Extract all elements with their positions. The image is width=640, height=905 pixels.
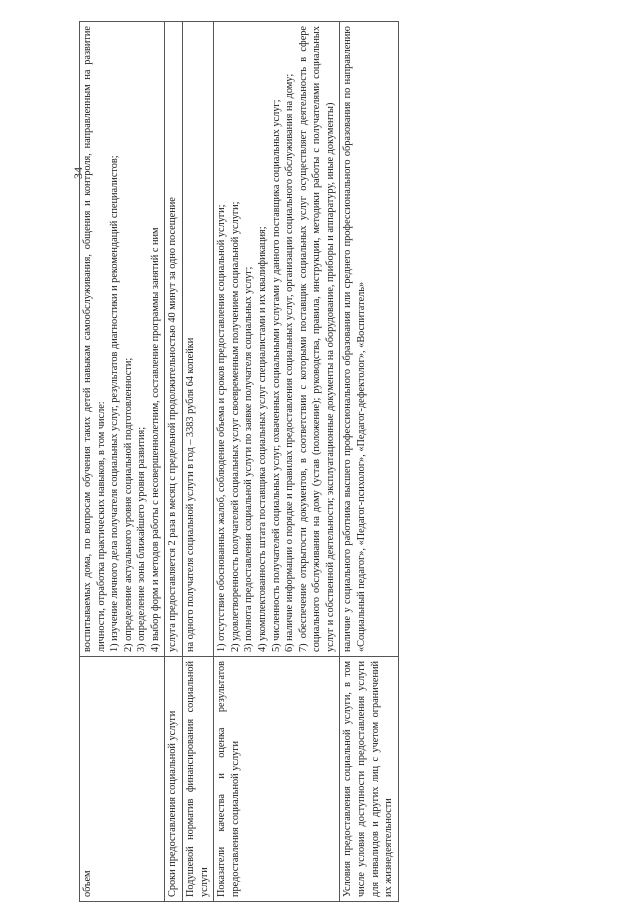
value-line: 4) укомплектованность штата поставщика социальных услуг специалистами и их квалификация; — [256, 226, 268, 652]
value-line: 1) отсутствие обоснованных жалоб, соблюдение объема и сроков предоставления социальной услуги; — [216, 204, 228, 652]
row-value — [183, 22, 214, 657]
table-row — [165, 22, 183, 902]
value-line: 5) численность получателей социальных услуг, охваченных социальными услугами у данного поставщика социальных услуг; — [270, 99, 282, 652]
document-sheet — [79, 22, 561, 902]
row-value — [165, 22, 183, 657]
value-line: на одного получателя социальной услуги в год – 3383 рубля 64 копейки — [185, 337, 197, 652]
row-label: объем — [80, 657, 165, 902]
value-line: 3) определение зоны ближайшего уровня развития; — [136, 426, 148, 652]
value-line: 7) обеспечение открытости документов, в соответствии с которыми поставщик социальных услуг осуществляет деятельность в сфере социального обслуживания на дому (устав (положение); руководства, правила, инструкции, методики работы с получателями социальных услуг и собственной деятельности; эксплуатационные документы на оборудование, приборы и аппаратуру, иные документы) — [297, 26, 336, 652]
value-line: 2) определение актуального уровня социальной подготовленности; — [122, 357, 134, 652]
value-line: 1) изучение личного дела получателя социальных услуг, результатов диагностики и рекомендаций специалистов; — [109, 155, 121, 652]
value-line: услуга предоставляется 2 раза в месяц с предельной продолжительностью 40 минут за одно посещение — [167, 197, 179, 652]
table-row — [340, 22, 398, 902]
table-row — [183, 22, 214, 902]
value-line: воспитываемых дома, по вопросам обучения таких детей навыкам самообслуживания, общения и контроля, направленным на развитие личности, отработка практических навыков, в том числе: — [82, 26, 107, 652]
value-line: 4) выбор форм и методов работы с несовершеннолетним, составление программы занятий с ним — [149, 227, 161, 652]
value-line: 2) удовлетворенность получателей социальных услуг своевременным получением социальной услуги; — [229, 201, 241, 652]
value-line: наличие у социального работника высшего профессионального образования или среднего профессионального образования по направлению «Социальный педагог», «Педагог-психолог», «Педагог-дефектолог», «Воспитатель» — [342, 26, 367, 652]
value-line: 3) полнота предоставления социальной услуги по заявке получателя социальных услуг; — [243, 266, 255, 652]
row-label: Сроки предоставления социальной услуги — [165, 657, 183, 902]
row-value — [214, 22, 340, 657]
service-standard-table — [79, 21, 399, 902]
table-row — [80, 22, 165, 902]
table-row — [214, 22, 340, 902]
row-label: Показатели качества и оценка результатов предоставления социальной услуги — [214, 657, 340, 902]
row-value — [340, 22, 398, 657]
value-line: 6) наличие информации о порядке и правилах предоставления социальных услуг, организации социального обслуживания на дому; — [284, 73, 296, 652]
row-label: Подушевой норматив финансирования социальной услуги — [183, 657, 214, 902]
page-number: 34 — [71, 167, 85, 179]
row-value — [80, 22, 165, 657]
row-label: Условия предоставления социальной услуги, в том числе условия доступности предоставления услуги для инвалидов и других лиц с учетом ограничений их жизнедеятельности — [340, 657, 398, 902]
